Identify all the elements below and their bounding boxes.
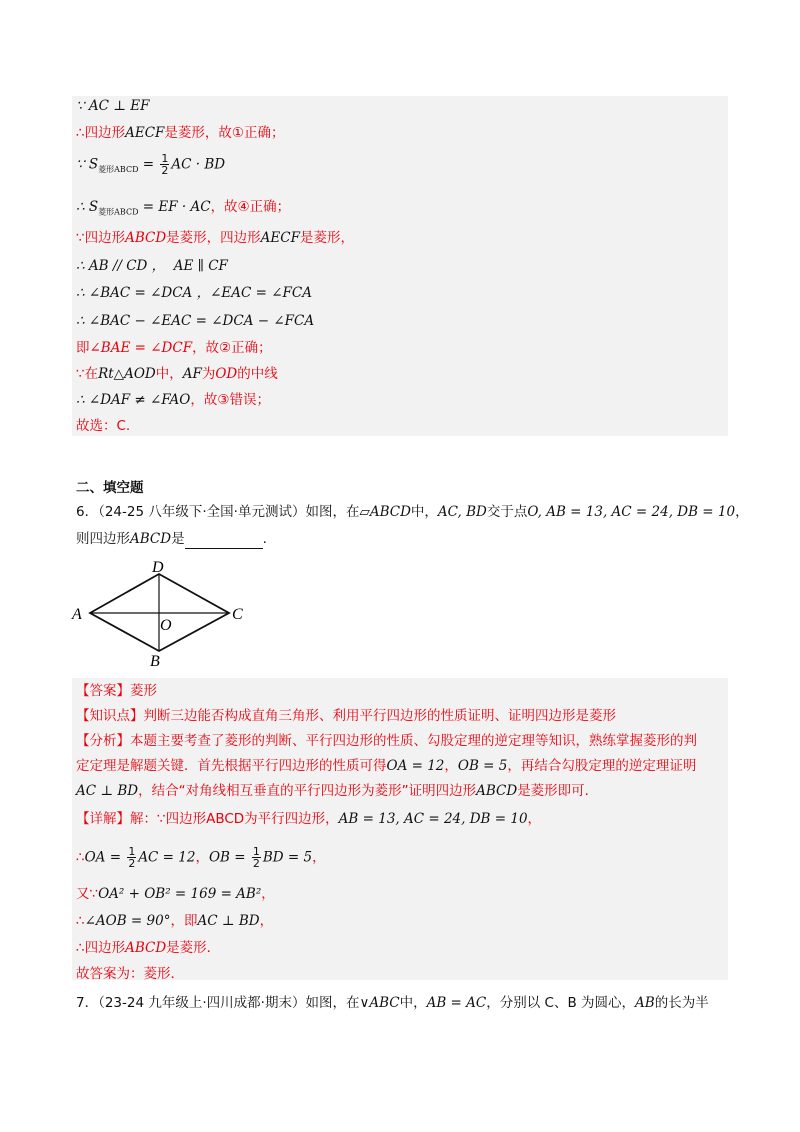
analysis-line-3 [76, 781, 598, 801]
text: ， [195, 849, 209, 866]
denominator: 2 [252, 857, 260, 870]
solution-line-12 [76, 416, 130, 436]
denominator: 2 [161, 164, 169, 177]
math-text: AECF [125, 125, 165, 141]
fraction [252, 846, 261, 869]
solution-line-9 [76, 338, 272, 358]
text: ，故③错误； [190, 392, 270, 408]
question-7-line-1 [76, 993, 709, 1013]
math-text: AC ⊥ BD [197, 913, 260, 929]
numerator: 1 [252, 845, 260, 858]
math-text: ∵ S [76, 156, 99, 173]
math-text: ∴ S [76, 199, 99, 215]
math-text: ABCD [125, 230, 167, 246]
label-c: C [232, 606, 243, 623]
math-text: ABCD [125, 940, 167, 956]
detail-line-2 [76, 846, 326, 869]
question-6-line-2 [76, 529, 267, 549]
text: ， [735, 504, 749, 520]
solution-line-7 [76, 283, 312, 303]
text: 交于点 [486, 504, 528, 520]
answer-line: 【答案】菱形 [76, 683, 157, 699]
section-title: 二、填空题 [76, 480, 144, 496]
detail-line-5 [76, 938, 220, 958]
math-text: ∠BAE = ∠DCF [89, 340, 193, 356]
math-text: OA = 12 [386, 758, 445, 774]
text: . [262, 531, 267, 547]
rhombus-diagram [66, 552, 256, 670]
math-text: OA = [84, 849, 126, 866]
analysis-line-2 [76, 756, 696, 776]
analysis-line-1: 【分析】本题主要考查了菱形的判断、平行四边形的性质、勾股定理的逆定理等知识，熟练掌握菱形的判 [76, 733, 697, 749]
solution-line-11 [76, 390, 270, 410]
text: 为 [201, 366, 216, 382]
math-text: ∠AOB = 90° [84, 913, 171, 929]
solution-line-4 [76, 197, 290, 223]
math-text: ∴ ∠BAC = ∠DCA ，∠EAC = ∠FCA [76, 285, 312, 301]
label-b: B [150, 653, 160, 670]
math-text: AECF [260, 230, 300, 246]
solution-line-6 [76, 256, 228, 276]
math-text: = [138, 156, 159, 173]
math-text: ∴ AB // CD ， [76, 258, 166, 274]
math-text: AC = 12 [138, 849, 196, 866]
text: 故选：C. [76, 418, 131, 434]
text: 6．（24-25 八年级下·全国·单元测试）如图，在 [76, 504, 360, 520]
text: ∵在 [76, 366, 99, 382]
math-text: AB = AC [426, 995, 487, 1011]
solution-line-10 [76, 364, 278, 384]
math-text: AC · BD [171, 156, 226, 173]
solution-line-8 [76, 311, 314, 331]
text: 定定理是解题关键．首先根据平行四边形的性质可得 [76, 758, 387, 774]
text: 是菱形， [299, 230, 354, 246]
math-text: ∴ ∠BAC − ∠EAC = ∠DCA − ∠FCA [76, 313, 315, 329]
text: ，分别以 C、B 为圆心， [486, 995, 636, 1011]
knowledge-point-line: 【知识点】判断三边能否构成直角三角形、利用平行四边形的性质证明、证明四边形是菱形 [76, 708, 616, 724]
text: 是菱形即可． [517, 783, 599, 799]
math-text: ABCD [130, 531, 172, 547]
numerator: 1 [128, 845, 136, 858]
math-text: OD [215, 366, 238, 382]
solution-line-2 [76, 123, 285, 143]
detail-line-6: 故答案为：菱形． [76, 966, 184, 982]
math-text: AC, BD [437, 504, 487, 520]
detail-line-1 [76, 809, 541, 829]
fraction [127, 846, 136, 869]
text: 即 [76, 340, 90, 356]
label-o: O [160, 617, 172, 634]
math-text: ∴ ∠DAF ≠ ∠FAO [76, 392, 191, 408]
text: ∴ [76, 849, 85, 866]
solution-line-1 [76, 96, 149, 116]
text: ，故②正确； [192, 340, 272, 356]
numerator: 1 [161, 152, 169, 165]
math-text: OA² + OB² = 169 = AB² [98, 886, 262, 902]
text: ∴四边形 [76, 940, 126, 956]
text: 【详解】解：∵四边形ABCD为平行四边形， [76, 811, 339, 827]
denominator: 2 [128, 857, 136, 870]
text: 中， [410, 504, 438, 520]
label-d: D [152, 559, 164, 576]
detail-line-3 [76, 884, 275, 904]
math-text: ▱ABCD [359, 504, 411, 520]
math-text: AB [635, 995, 655, 1011]
text: 是菱形，四边形 [166, 230, 261, 246]
math-text: AF [182, 366, 202, 382]
text: ， [444, 758, 458, 774]
text: 是 [171, 531, 185, 547]
text: ∴ [76, 913, 85, 929]
text: ，再结合勾股定理的逆定理证明 [507, 758, 697, 774]
text: ，故④正确； [210, 199, 291, 215]
text: 是菱形，故①正确； [164, 125, 285, 141]
text: 中， [155, 366, 183, 382]
text: ， [261, 886, 275, 902]
solution-line-3 [76, 153, 225, 180]
math-text: Rt△AOD [98, 366, 156, 382]
math-text: ∨ABC [359, 995, 400, 1011]
solution-line-5 [76, 228, 354, 248]
math-text: AB = 13, AC = 24, DB = 10 [338, 811, 528, 827]
text: 的中线 [237, 366, 278, 382]
text: ，结合“对角线相互垂直的平行四边形为菱形”证明四边形 [138, 783, 477, 799]
text: 中， [399, 995, 427, 1011]
detail-line-4 [76, 911, 273, 931]
answer-blank [185, 534, 263, 549]
text: ，即 [170, 913, 198, 929]
text: ， [312, 849, 326, 866]
text: ∴四边形 [76, 125, 126, 141]
label-a: A [72, 606, 82, 623]
math-text: = EF · AC [138, 199, 211, 215]
subscript: 菱形ABCD [98, 207, 139, 217]
math-text: OB = 5 [457, 758, 508, 774]
question-6-line-1 [76, 502, 749, 522]
text: 是菱形． [166, 940, 221, 956]
text: 又∵ [76, 886, 99, 902]
text: 7．（23-24 九年级上·四川成都·期末）如图，在 [76, 995, 360, 1011]
text: 则四边形 [76, 531, 130, 547]
text: 的长为半 [654, 995, 709, 1011]
text: ∵四边形 [76, 230, 126, 246]
fraction [160, 153, 169, 176]
subscript: 菱形ABCD [98, 165, 139, 175]
text: ， [527, 811, 542, 827]
math-text: BD = 5 [262, 849, 313, 866]
math-text: AE ∥ CF [173, 258, 228, 274]
math-text: AC ⊥ BD [76, 783, 139, 799]
math-text: OB = [208, 849, 250, 866]
math-text: ABCD [476, 783, 518, 799]
math-text: ∵ AC ⊥ EF [76, 98, 150, 114]
math-text: O, AB = 13, AC = 24, DB = 10 [527, 504, 736, 520]
text: ， [259, 913, 274, 929]
